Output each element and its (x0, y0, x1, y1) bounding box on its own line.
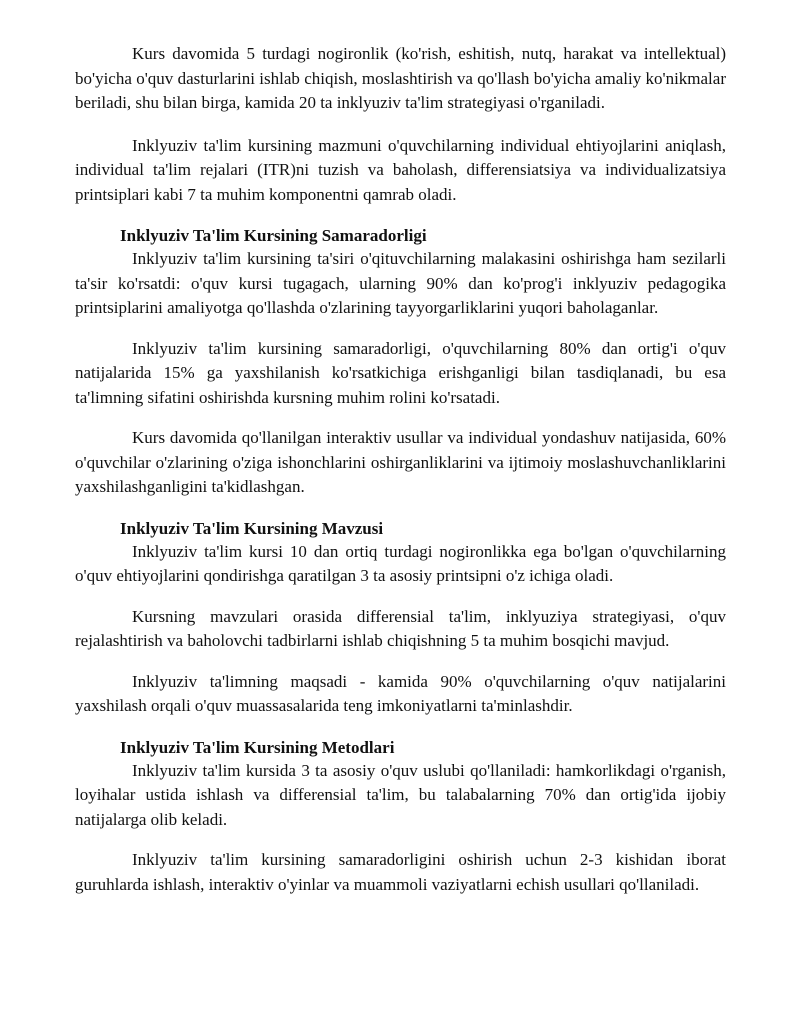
section-heading-metodlar: Inklyuziv Ta'lim Kursining Metodlari (120, 737, 395, 757)
section-heading-samaradorlik: Inklyuziv Ta'lim Kursining Samaradorligi (120, 226, 427, 245)
intro-paragraph-1: Kurs davomida 5 turdagi nogironlik (ko'rish, eshitish, nutq, harakat va intellektual) bo'yicha o'quv dasturlarini ishlab chiqish, moslashtirish va qo'llash bo'yicha amaliy ko'nikmalar beriladi, shu bilan birga, kamida 20 ta inklyuziv ta'lim strategiyasi o'rganiladi. (75, 44, 726, 112)
metodlar-paragraph-2: Inklyuziv ta'lim kursining samaradorligini oshirish uchun 2-3 kishidan iborat guruhlarda ishlash, interaktiv o'yinlar va muammoli vaziyatlarni echish usullari qo'llaniladi. (75, 850, 726, 894)
mavzu-paragraph-2: Kursning mavzulari orasida differensial ta'lim, inklyuziya strategiyasi, o'quv rejalashtirish va baholovchi tadbirlarni ishlab chiqishning 5 ta muhim bosqichi mavjud. (75, 606, 726, 650)
samaradorlik-paragraph-2: Inklyuziv ta'lim kursining samaradorligi, o'quvchilarning 80% dan ortig'i o'quv natijalarida 15% ga yaxshilanish ko'rsatkichiga erishganligi bilan tasdiqlanadi, bu esa ta'limning sifatini oshirishda kursning muhim rolini ko'rsatadi. (75, 338, 726, 407)
section-heading-mavzu: Inklyuziv Ta'lim Kursining Mavzusi (120, 518, 384, 538)
document-page (75, 42, 726, 897)
samaradorlik-paragraph-3: Kurs davomida qo'llanilgan interaktiv usullar va individual yondashuv natijasida, 60% o'quvchilar o'zlarining o'ziga ishonchlarini oshirganliklarini va ijtimoiy moslashuvchanliklarini yaxshilashganligini ta'kidlashgan. (75, 428, 726, 496)
samaradorlik-paragraph-1: Inklyuziv ta'lim kursining ta'siri o'qituvchilarning malakasini oshirishga ham sezilarli ta'sir ko'rsatdi: o'quv kursi tugagach, ularning 90% dan ko'prog'i inklyuziv pedagogika printsiplarini amaliyotga qo'llashda o'zlarining tayyorgarliklarini yuqori baholaganlar. (75, 249, 726, 317)
mavzu-paragraph-1: Inklyuziv ta'lim kursi 10 dan ortiq turdagi nogironlikka ega bo'lgan o'quvchilarning o'quv ehtiyojlarini qondirishga qaratilgan 3 ta asosiy printsipni o'z ichiga oladi. (75, 541, 726, 585)
mavzu-paragraph-3: Inklyuziv ta'limning maqsadi - kamida 90% o'quvchilarning o'quv natijalarini yaxshilash orqali o'quv muassasalarida teng imkoniyatlarni ta'minlashdir. (75, 671, 726, 715)
metodlar-paragraph-1: Inklyuziv ta'lim kursida 3 ta asosiy o'quv uslubi qo'llaniladi: hamkorlikdagi o'rganish, loyihalar ustida ishlash va differensial ta'lim, bu talabalarning 70% dan ortig'ida ijobiy natijalarga olib keladi. (75, 760, 726, 829)
intro-paragraph-2: Inklyuziv ta'lim kursining mazmuni o'quvchilarning individual ehtiyojlarini aniqlash, individual ta'lim rejalari (ITR)ni tuzish va baholash, differensiatsiya va individualizatsiya printsiplari kabi 7 ta muhim komponentni qamrab oladi. (75, 135, 726, 204)
